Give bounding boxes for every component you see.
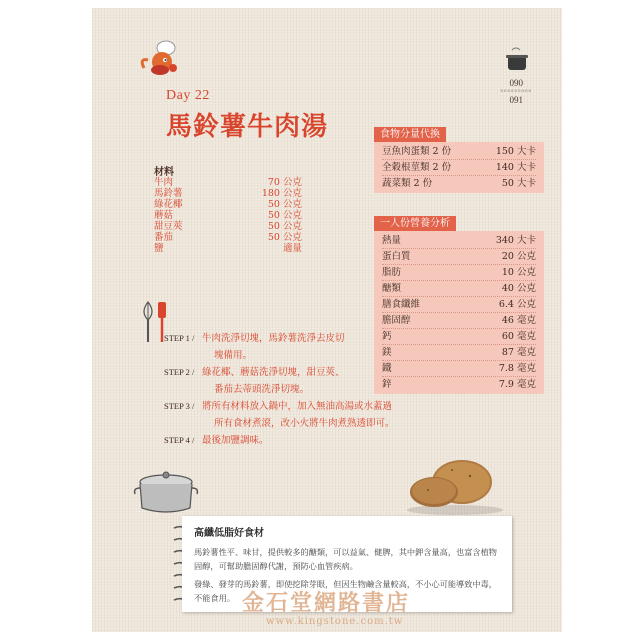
page-number-right: 091 <box>509 95 523 105</box>
tip-paragraph: 發綠、發芽的馬鈴薯，即使挖除芽眼，但因生物鹼含量較高，不小心可能導致中毒，不能食用。 <box>194 579 497 603</box>
ingredient-row <box>154 188 302 199</box>
page-number-left: 090 <box>509 78 523 88</box>
ingredient-qty: 50 公克 <box>267 221 302 232</box>
exchange-row <box>382 160 536 176</box>
nutrition-row <box>382 233 536 249</box>
nutrient-name: 脂肪 <box>382 267 402 278</box>
ingredient-row <box>154 243 302 254</box>
step-label: STEP 1 / <box>164 333 195 343</box>
exchange-name: 全穀根莖類 2 份 <box>382 162 452 173</box>
step-line: 塊備用。 <box>214 350 253 361</box>
ingredient-qty: 50 公克 <box>267 232 302 243</box>
nutrient-name: 醣類 <box>382 283 402 294</box>
nutrient-name: 膳食纖維 <box>382 299 421 310</box>
step-line: 綠花椰、蘑菇洗淨切塊，甜豆莢、 <box>202 367 345 378</box>
step-text <box>202 330 345 364</box>
ingredient-name: 鹽 <box>154 243 164 254</box>
nutrient-name: 鋅 <box>382 379 392 390</box>
step-label: STEP 4 / <box>164 435 195 445</box>
nutrition-row <box>382 297 536 313</box>
nutrition-row <box>382 313 536 329</box>
ingredient-row <box>154 232 302 243</box>
nutrient-value: 60 毫克 <box>501 331 536 342</box>
step-line: 所有食材煮滾，改小火將牛肉煮熟透即可。 <box>214 418 395 429</box>
chef-mascot-icon <box>136 38 182 84</box>
step-line: 將所有材料放入鍋中，加入無油高湯或水蓋過 <box>202 401 393 412</box>
exchange-name: 蔬菜類 2 份 <box>382 178 433 189</box>
recipe-page <box>92 8 562 632</box>
nutrient-value: 20 公克 <box>501 251 536 262</box>
nutrient-name: 熱量 <box>382 235 402 246</box>
step-item <box>164 330 424 364</box>
day-label: Day 22 <box>166 88 210 103</box>
ingredient-name: 綠花椰 <box>154 199 183 210</box>
nutrient-name: 鐵 <box>382 363 392 374</box>
step-label: STEP 2 / <box>164 367 195 377</box>
watermark-text: 金石堂網路書店 <box>242 590 411 616</box>
tip-title: 高纖低脂好食材 <box>194 528 264 539</box>
food-exchange-title: 食物分量代換 <box>374 127 446 142</box>
nutrition-row <box>382 281 536 297</box>
step-text <box>202 432 269 449</box>
pot-icon <box>504 46 530 76</box>
ingredient-qty: 70 公克 <box>267 177 302 188</box>
food-exchange-table <box>374 142 544 193</box>
ingredient-qty: 適量 <box>282 243 302 254</box>
step-item <box>164 364 424 398</box>
ingredient-row <box>154 210 302 221</box>
exchange-value: 150 大卡 <box>495 146 536 157</box>
potato-photo <box>400 440 510 516</box>
nutrient-value: 10 公克 <box>501 267 536 278</box>
nutrient-value: 87 毫克 <box>501 347 536 358</box>
step-line: 最後加鹽調味。 <box>202 435 269 446</box>
nutrient-value: 340 大卡 <box>495 235 536 246</box>
nutrition-row <box>382 265 536 281</box>
recipe-title: 馬鈴薯牛肉湯 <box>166 112 329 142</box>
page-number-dots: ooooooooo <box>500 89 532 94</box>
nutrient-value: 7.8 毫克 <box>498 363 536 374</box>
cooking-pot-icon <box>132 468 200 518</box>
ingredient-name: 甜豆莢 <box>154 221 183 232</box>
nutrition-row <box>382 249 536 265</box>
nutrient-value: 7.9 毫克 <box>498 379 536 390</box>
ingredient-name: 番茄 <box>154 232 174 243</box>
food-exchange-panel <box>374 122 544 193</box>
tip-paragraph: 馬鈴薯性平、味甘，提供較多的醣類，可以益氣、健脾，其中鉀含量高，也富含植物固醇，可幫助膽固醇代謝，預防心血管疾病。 <box>194 547 497 571</box>
ingredient-row <box>154 177 302 188</box>
ingredient-qty: 50 公克 <box>267 210 302 221</box>
ingredient-qty: 180 公克 <box>261 188 302 199</box>
step-line: 牛肉洗淨切塊，馬鈴薯洗淨去皮切 <box>202 333 345 344</box>
ingredient-qty: 50 公克 <box>267 199 302 210</box>
ingredient-name: 馬鈴薯 <box>154 188 183 199</box>
nutrient-name: 蛋白質 <box>382 251 411 262</box>
nutrient-value: 6.4 公克 <box>498 299 536 310</box>
step-text <box>202 398 395 432</box>
exchange-value: 140 大卡 <box>495 162 536 173</box>
ingredient-row <box>154 221 302 232</box>
nutrient-name: 鎂 <box>382 347 392 358</box>
ingredient-row <box>154 199 302 210</box>
step-label: STEP 3 / <box>164 401 195 411</box>
page-numbers <box>501 78 533 106</box>
exchange-row <box>382 176 536 191</box>
exchange-name: 豆魚肉蛋類 2 份 <box>382 146 452 157</box>
nutrition-title: 一人份營養分析 <box>374 216 456 231</box>
exchange-value: 50 大卡 <box>501 178 536 189</box>
step-line: 番茄去蒂頭洗淨切塊。 <box>214 384 310 395</box>
step-text <box>202 364 345 398</box>
ingredient-name: 牛肉 <box>154 177 174 188</box>
exchange-row <box>382 144 536 160</box>
step-item <box>164 432 424 449</box>
nutrient-value: 40 公克 <box>501 283 536 294</box>
steps-list <box>164 330 424 449</box>
ingredient-name: 蘑菇 <box>154 210 174 221</box>
step-item <box>164 398 424 432</box>
ingredients-list <box>154 177 302 254</box>
nutrient-name: 膽固醇 <box>382 315 411 326</box>
ingredients-heading: 材料 <box>154 167 174 178</box>
nutrient-value: 46 毫克 <box>501 315 536 326</box>
nutrient-name: 鈣 <box>382 331 392 342</box>
watermark-url: www.kingstone.com.tw <box>266 616 404 627</box>
